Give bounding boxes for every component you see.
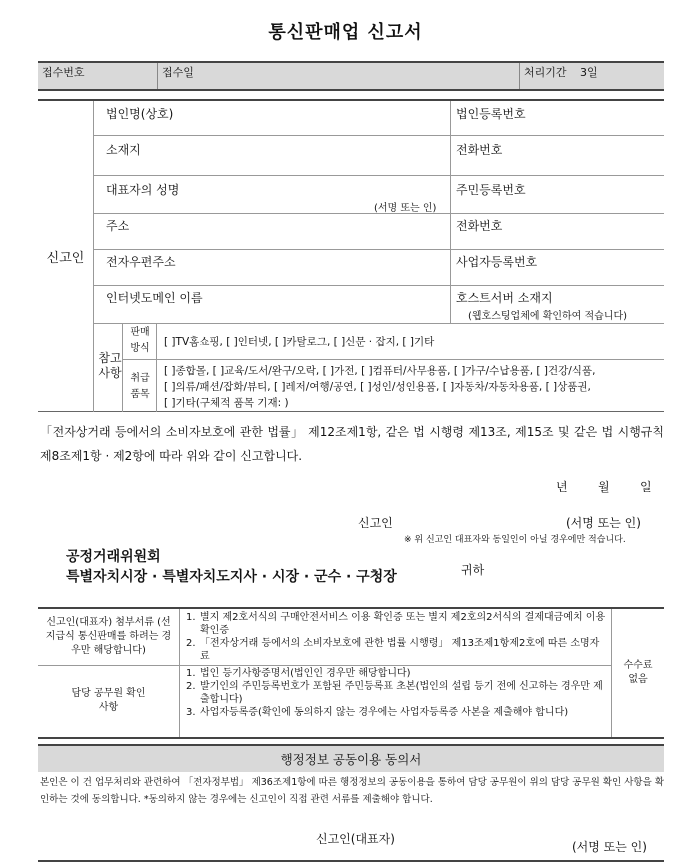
receipt-date-field[interactable]: 접수일 xyxy=(158,63,520,89)
rep-name-field[interactable]: 대표자의 성명 xyxy=(106,183,180,197)
host-location-field[interactable]: 호스트서버 소재지 xyxy=(456,291,553,305)
phone-field-1[interactable]: 전화번호 xyxy=(456,143,503,157)
corp-name-field[interactable]: 법인명(상호) xyxy=(106,107,174,121)
declaration-text: 「전자상거래 등에서의 소비자보호에 관한 법률」 제12조제1항, 같은 법 시행령 제13조, 제15조 및 같은 법 시행규칙 제8조제1항 · 제2항에 따라 위와 같이 신고합니다. xyxy=(40,425,664,463)
resident-no-field[interactable]: 주민등록번호 xyxy=(456,183,526,197)
officer-check-label: 담당 공무원 확인사항 xyxy=(38,665,180,737)
consent-signer-label: 신고인(대표자) xyxy=(316,832,395,846)
item-options-line-3[interactable]: [ ]기타(구체적 품목 기재: ) xyxy=(164,397,289,409)
recipient-suffix: 귀하 xyxy=(461,563,485,577)
item-options-line-1[interactable]: [ ]종합몰, [ ]교육/도서/완구/오락, [ ]가전, [ ]컴퓨터/사무용품, [ ]가구/수납용품, [ ]건강/식품, xyxy=(164,365,596,377)
address-field[interactable]: 주소 xyxy=(106,219,130,233)
officer-check-item: 2. 발기인의 주민등록번호가 포함된 주민등록표 초본(법인의 설립 등기 전에 신고하는 경우만 제출합니다) xyxy=(186,681,603,705)
officer-check-list xyxy=(180,665,612,737)
bottom-rule xyxy=(38,860,664,862)
attach-doc-item: 1. 별지 제2호서식의 구매안전서비스 이용 확인증 또는 별지 제2호의2서식의 결제대금예치 이용 확인증 xyxy=(186,612,606,636)
item-options-line-2[interactable]: [ ]의류/패션/잡화/뷰티, [ ]레저/여행/공연, [ ]성인/성인용품, [ ]자동차/자동차용품, [ ]상품권, xyxy=(164,381,591,393)
year-label: 년 xyxy=(556,480,568,494)
authority-local-heads: 특별자치시장 · 특별자치도지사 · 시장 · 군수 · 구청장 xyxy=(66,569,397,585)
signer-label: 신고인 xyxy=(358,516,393,530)
month-label: 월 xyxy=(598,480,610,494)
processing-period-value: 3일 xyxy=(580,66,598,79)
applicant-section-label: 신고인 xyxy=(38,101,94,412)
form-title: 통신판매업 신고서 xyxy=(268,22,423,43)
ref-label: 참고 사항 xyxy=(98,351,122,380)
consent-text: 본인은 이 건 업무처리와 관련하여 「전자정부법」 제36조제1항에 따른 행정정보의 공동이용을 통하여 담당 공무원이 위의 담당 공무원 확인 사항을 확인하는 것에 동의합니다. *동의하지 않는 경우에는 신고인이 직접 관련 서류를 제출해야 합니다. xyxy=(40,777,664,805)
rep-sign-hint: (서명 또는 인) xyxy=(374,203,437,214)
sales-method-options[interactable]: [ ]TV홈쇼핑, [ ]인터넷, [ ]카탈로그, [ ]신문 · 잡지, [ ]기타 xyxy=(164,336,435,348)
attach-docs-label: 신고인(대표자) 첨부서류 (선지급식 통신판매를 하려는 경우만 해당합니다) xyxy=(38,609,180,665)
processing-period xyxy=(520,63,664,89)
attach-doc-item: 2. 「전자상거래 등에서의 소비자보호에 관한 법률 시행령」 제13조제1항제2호에 따른 소명자료 xyxy=(186,638,600,662)
biz-reg-no-field[interactable]: 사업자등록번호 xyxy=(456,255,538,269)
receipt-bar xyxy=(38,61,664,91)
officer-check-item: 1. 법인 등기사항증명서(법인인 경우만 해당합니다) xyxy=(186,668,411,679)
day-label: 일 xyxy=(640,480,652,494)
consent-signer-sign[interactable]: (서명 또는 인) xyxy=(572,840,647,854)
signer-sign[interactable]: (서명 또는 인) xyxy=(566,516,641,530)
authority-ftc: 공정거래위원회 xyxy=(66,549,161,565)
officer-check-item: 3. 사업자등록증(확인에 동의하지 않는 경우에는 사업자등록증 사본을 제출해야 합니다) xyxy=(186,707,569,718)
email-field[interactable]: 전자우편주소 xyxy=(106,255,176,269)
item-category-label: 취급 품목 xyxy=(130,373,150,400)
fee-label: 수수료 없음 xyxy=(623,660,653,685)
signer-note: ※ 위 신고인 대표자와 동일인이 아닐 경우에만 적습니다. xyxy=(404,535,626,545)
phone-field-2[interactable]: 전화번호 xyxy=(456,219,503,233)
host-note: (웹호스팅업체에 확인하여 적습니다) xyxy=(468,311,628,322)
consent-heading: 행정정보 공동이용 동의서 xyxy=(38,744,664,772)
domain-field[interactable]: 인터넷도메인 이름 xyxy=(106,291,203,305)
receipt-number-field[interactable]: 접수번호 xyxy=(38,63,158,89)
processing-period-label: 처리기간 xyxy=(524,66,567,79)
attach-docs-list xyxy=(180,609,612,665)
corp-reg-no-field[interactable]: 법인등록번호 xyxy=(456,107,526,121)
documents-table xyxy=(38,607,664,739)
sales-method-label: 판매 방식 xyxy=(130,327,150,354)
applicant-table xyxy=(38,99,664,412)
location-field[interactable]: 소재지 xyxy=(106,143,141,157)
